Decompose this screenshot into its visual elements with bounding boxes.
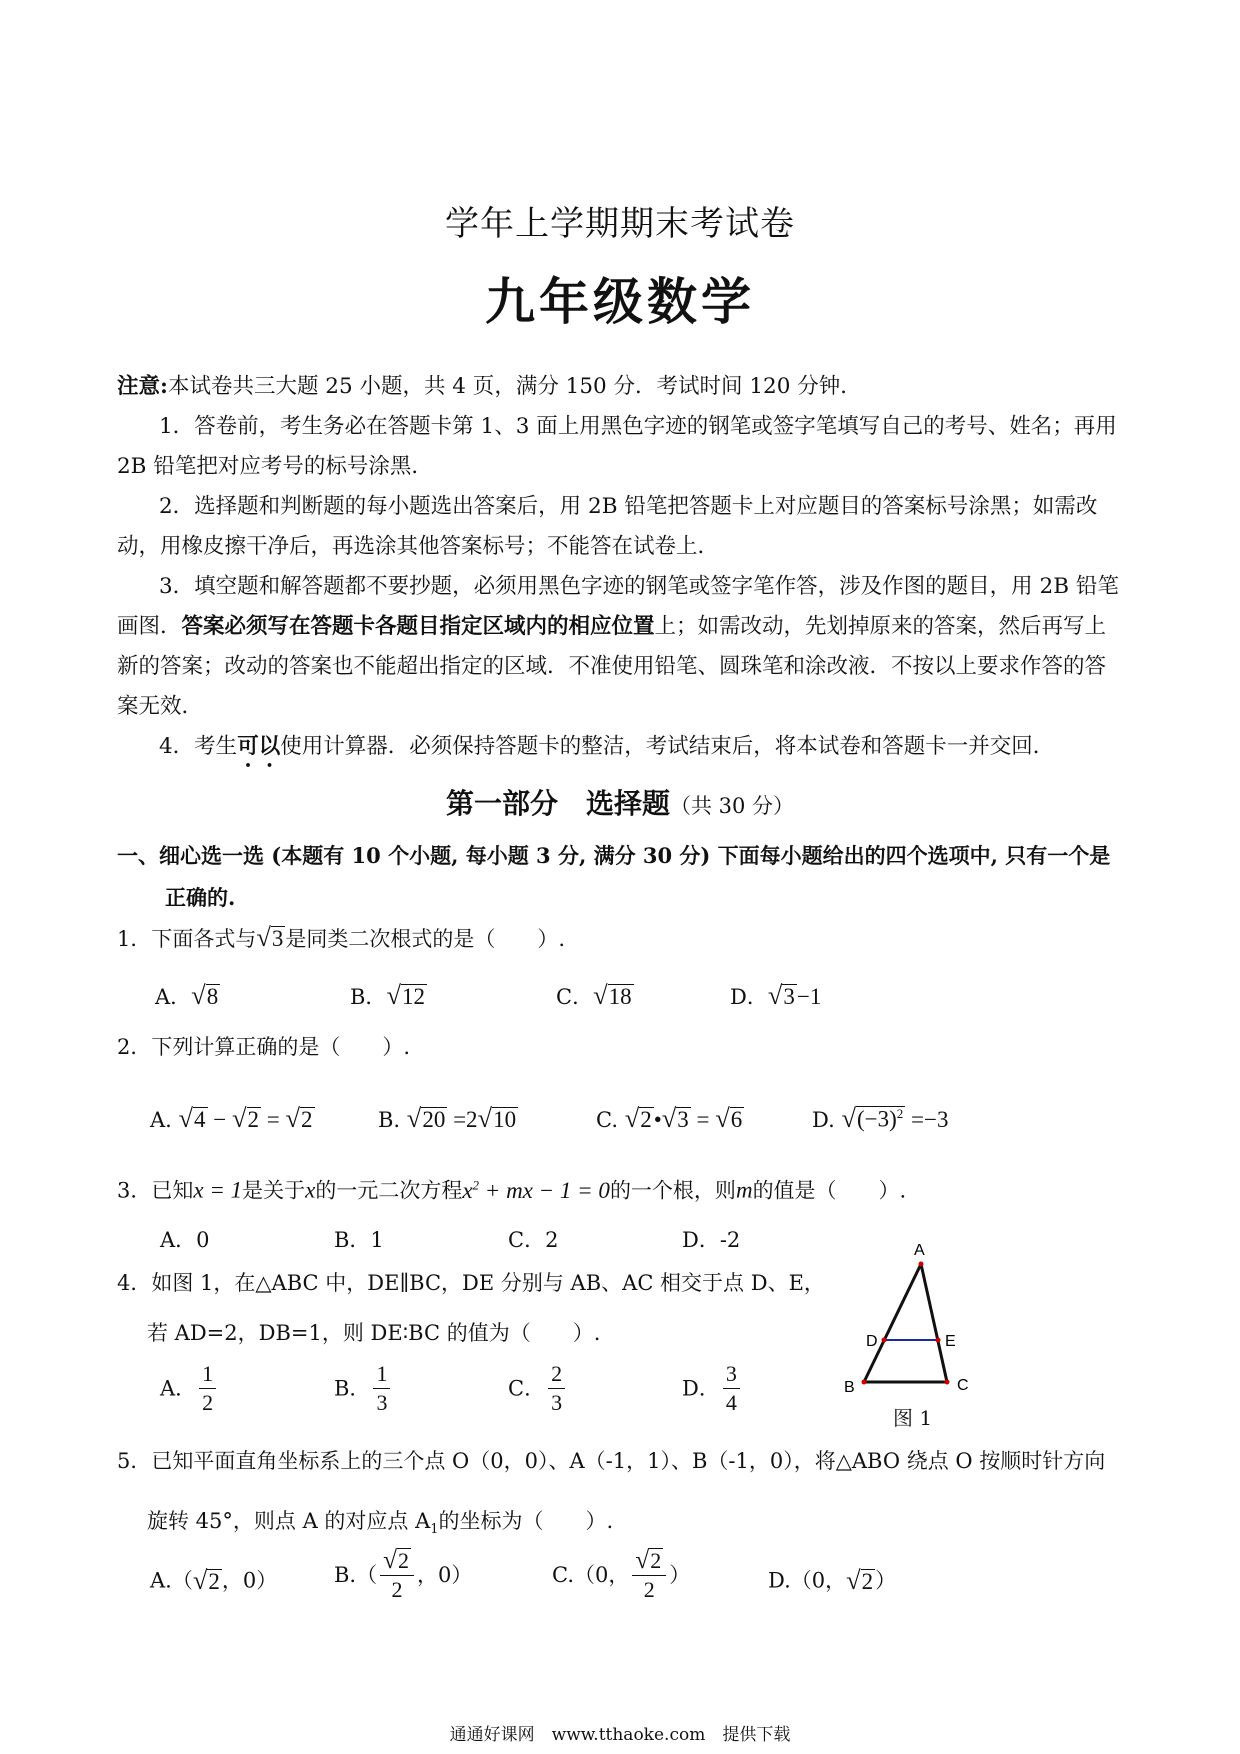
q4-option-d: D． $\frac{3}{4}$ xyxy=(682,1362,743,1415)
notice-item-2: 2．选择题和判断题的每小题选出答案后，用 2B 铅笔把答题卡上对应题目的答案标号涂黑；如需改动，用橡皮擦干净后，再选涂其他答案标号；不能答在试卷上． xyxy=(117,494,1098,559)
notice-intro: 本试卷共三大题 25 小题，共 4 页，满分 150 分．考试时间 120 分钟． xyxy=(167,374,862,399)
notice-block xyxy=(117,367,1127,772)
notice-label: 注意: xyxy=(117,374,168,399)
q2-option-a: A. √4 − √2 = √2 xyxy=(150,1103,313,1133)
notice-item-4-text-c: 使用计算器．必须保持答题卡的整洁，考试结束后，将本试卷和答题卡一并交回． xyxy=(280,734,1055,759)
label-a: A xyxy=(914,1242,925,1259)
label-b: B xyxy=(844,1379,855,1396)
question-5-line2: 旋转 45°，则点 A 的对应点 $A_1$的坐标为（ ）. xyxy=(147,1509,614,1538)
question-5-line1: 5．已知平面直角坐标系上的三个点 O（0，0）、A（-1，1）、B（-1，0），将△ABO 绕点 O 按顺时针方向 xyxy=(117,1449,1106,1473)
q1-stem-b: 是同类二次根式的是（ ）. xyxy=(285,927,566,951)
question-1-stem xyxy=(117,922,565,954)
figure-1-caption: 图 1 xyxy=(893,1406,933,1430)
segment-ac xyxy=(921,1264,947,1382)
notice-item-4-emphasis: 可以 xyxy=(237,734,281,759)
label-e: E xyxy=(945,1333,956,1350)
q5-option-a: A.（√2，0） xyxy=(150,1564,278,1595)
figure-1-triangle xyxy=(840,1238,990,1428)
notice-item-1: 1．答卷前，考生务必在答题卡第 1、3 面上用黑色字迹的钢笔或签字笔填写自己的考号、姓名；再用 2B 铅笔把对应考号的标号涂黑． xyxy=(117,414,1117,479)
part1-title xyxy=(0,782,1240,822)
question-4-line1: 4．如图 1，在△ABC 中，DE∥BC，DE 分别与 AB、AC 相交于点 D、E， xyxy=(117,1271,825,1295)
label-d: D xyxy=(866,1333,878,1350)
notice-item-4-text-a: 4．考生 xyxy=(159,734,238,759)
notice-item-3-emphasis: 答案必须写在答题卡各题目指定区域内的相应位置 xyxy=(181,614,655,639)
q4-option-a: A． $\frac{1}{2}$ xyxy=(160,1362,219,1415)
section1-line1: 一、细心选一选 (本题有 10 个小题, 每小题 3 分, 满分 30 分) 下面每小题给出的四个选项中, 只有一个是 xyxy=(117,843,1111,868)
notice-item-3 xyxy=(117,567,1127,727)
q1-option-b: B．√12 xyxy=(350,980,425,1010)
q4-option-c: C． $\frac{2}{3}$ xyxy=(508,1362,568,1415)
q1-radicand: 3 xyxy=(271,926,284,951)
q4-option-b: B． $\frac{1}{3}$ xyxy=(334,1362,393,1415)
q3-equation: $x^2$ + mx − 1 = 0 xyxy=(462,1177,610,1203)
q3-option-b: B．1 xyxy=(334,1228,384,1252)
label-c: C xyxy=(957,1377,969,1394)
section1-heading xyxy=(117,835,1127,919)
segment-ab xyxy=(864,1264,921,1382)
q1-option-c: C．√18 xyxy=(556,980,632,1010)
q5-option-c: C.（0， $\frac{√2}{2}$ ） xyxy=(552,1546,691,1602)
q2-option-c: C. √2•√3 = √6 xyxy=(596,1103,743,1133)
q1-stem-a: 1．下面各式与 xyxy=(117,927,257,951)
part1-score: （共 30 分） xyxy=(669,794,795,818)
question-2-stem: 2．下列计算正确的是（ ）. xyxy=(117,1035,411,1059)
notice-item-4 xyxy=(117,727,1127,772)
q5-option-d: D.（0，√2） xyxy=(768,1564,897,1595)
point-e xyxy=(936,1338,941,1343)
exam-subtitle: 学年上学期期末考试卷 xyxy=(445,204,795,244)
notice-item-3-text-a: 3．填空题和解答题都不要抄题，必须用黑色字迹的钢笔或签字笔作答，涉及作图的题目，用 2B 铅笔画图． xyxy=(117,574,1119,639)
point-b xyxy=(862,1380,867,1385)
q1-sqrt3: √3 xyxy=(256,922,284,952)
q1-option-a: A．√8 xyxy=(155,980,219,1010)
section1-line2: 正确的. xyxy=(165,885,236,910)
q3-condition: x = 1 xyxy=(193,1177,243,1203)
q1-option-d: D．√3−1 xyxy=(730,980,822,1010)
exam-title: 九年级数学 xyxy=(485,272,755,331)
question-3-stem: 3．已知x = 1是关于x的一元二次方程$x^2$ + mx − 1 = 0的一个根，则m的值是（ ）. xyxy=(117,1177,907,1203)
point-a xyxy=(919,1262,924,1267)
q5-option-b: B.（ $\frac{√2}{2}$ ，0） xyxy=(334,1546,473,1602)
q3-option-c: C．2 xyxy=(508,1228,559,1252)
q3-option-d: D．-2 xyxy=(682,1228,741,1252)
part1-title-text: 第一部分 选择题 xyxy=(445,787,670,820)
question-4-line2: 若 AD=2，DB=1，则 DE∶BC 的值为（ ）. xyxy=(147,1321,601,1345)
q3-option-a: A．0 xyxy=(160,1228,210,1252)
q2-option-b: B. √20 =2√10 xyxy=(378,1103,517,1133)
q2-option-d: D. $√(-3)^2 =-3$ xyxy=(812,1103,949,1133)
notice-item-3-text-c: 上；如需改动，先划掉原来的答案，然后再写上新的答案；改动的答案也不能超出指定的区域．不准使用铅笔、圆珠笔和涂改液．不按以上要求作答的答案无效． xyxy=(117,614,1107,719)
point-d xyxy=(882,1338,887,1343)
footer-source: 通通好课网 www.tthaoke.com 提供下载 xyxy=(449,1725,791,1745)
point-c xyxy=(945,1380,950,1385)
